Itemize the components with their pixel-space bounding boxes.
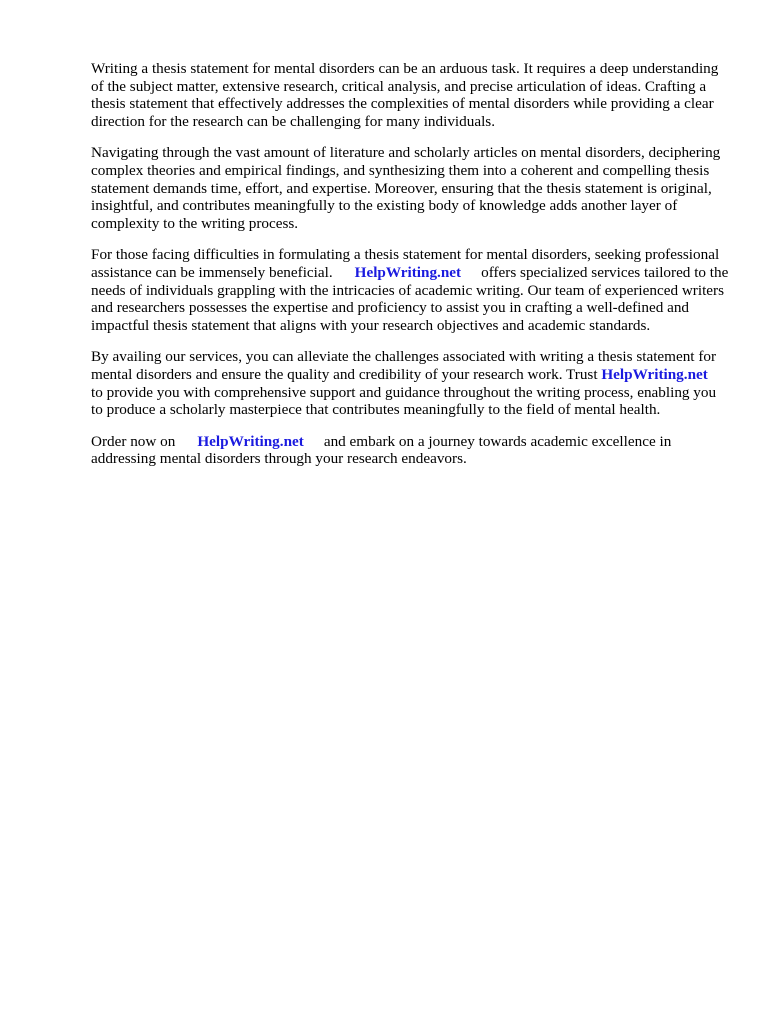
- paragraph-challenges: [91, 144, 731, 232]
- paragraph-assistance-text-end: offers specialized services tailored to the needs of individuals grappling with the intricacies of academic writing. Our team of experienced writers and researchers possesses the expertise and proficiency to assist you in crafting a well-defined and impactful thesis statement that aligns with your research objectives and academic standards.: [91, 263, 729, 334]
- helpwriting-link[interactable]: HelpWriting.net: [354, 263, 462, 281]
- paragraph-assistance-text-start: For those facing difficulties in formulating a thesis statement for mental disorders, seeking professional assistance can be immensely beneficial.: [91, 246, 720, 281]
- helpwriting-link[interactable]: HelpWriting.net: [601, 365, 708, 383]
- paragraph-services: [91, 348, 731, 418]
- paragraph-order-text-start: Order now on: [91, 432, 176, 450]
- paragraph-intro: [91, 60, 731, 130]
- paragraph-intro-text: Writing a thesis statement for mental disorders can be an arduous task. It requires a deep understanding of the subject matter, extensive research, critical analysis, and precise articulation of ideas. Crafting a thesis statement that effectively addresses the complexities of mental disorders while providing a clear direction for the research can be challenging for many individuals.: [91, 60, 719, 130]
- paragraph-assistance: [91, 246, 731, 334]
- paragraph-order: [91, 433, 731, 468]
- document-body: [91, 60, 731, 482]
- paragraph-services-text-end: to provide you with comprehensive support and guidance throughout the writing process, enabling you to produce a scholarly masterpiece that contributes meaningfully to the field of mental health.: [91, 383, 717, 419]
- paragraph-challenges-text: Navigating through the vast amount of literature and scholarly articles on mental disorders, deciphering complex theories and empirical findings, and synthesizing them into a coherent and compelling thesis statement demands time, effort, and expertise. Moreover, ensuring that the thesis statement is original, insightful, and contributes meaningfully to the existing body of knowledge adds another layer of complexity to the writing process.: [91, 144, 721, 232]
- paragraph-services-text-start: By availing our services, you can alleviate the challenges associated with writing a thesis statement for mental disorders and ensure the quality and credibility of your research work. Trust: [91, 348, 717, 383]
- helpwriting-link[interactable]: HelpWriting.net: [197, 432, 304, 450]
- paragraph-order-text-end: and embark on a journey towards academic excellence in addressing mental disorders through your research endeavors.: [91, 432, 672, 468]
